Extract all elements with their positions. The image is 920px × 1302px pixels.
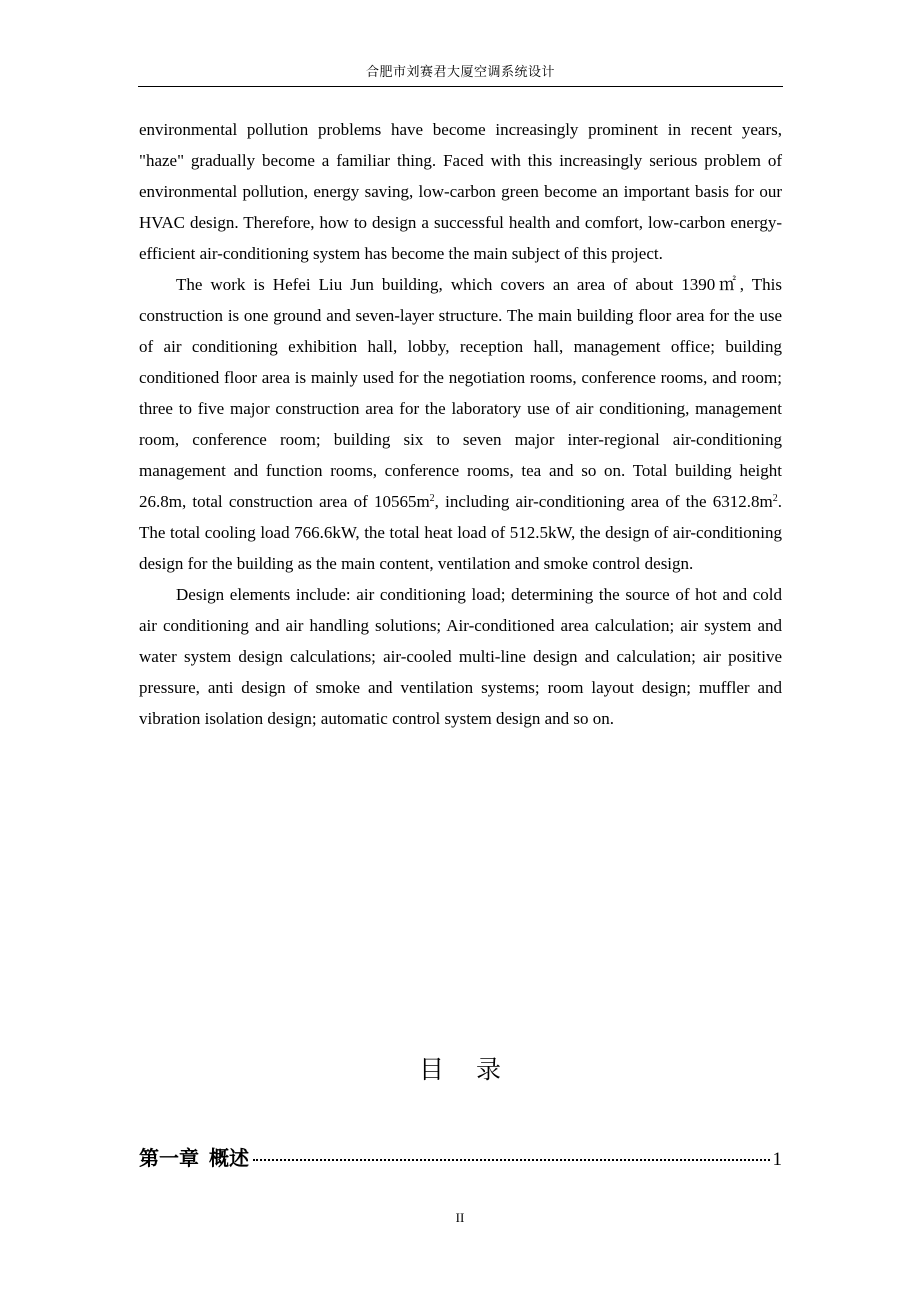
toc-entry-label — [139, 1144, 249, 1172]
superscript-squared: 2 — [772, 493, 778, 504]
abstract-paragraph-2-part-b: , including air-conditioning area of the 6312.8m — [434, 492, 773, 511]
toc-entry-chapter: 第一章 — [139, 1146, 199, 1170]
toc-title-char: 目 — [419, 1055, 445, 1084]
toc-entry-page: 1 — [772, 1149, 782, 1170]
toc-entry[interactable] — [139, 1144, 782, 1174]
header-divider — [138, 86, 783, 87]
toc-title — [0, 1052, 920, 1088]
page-header: 合肥市刘赛君大厦空调系统设计 — [365, 65, 555, 80]
toc-entry-name: 概述 — [209, 1146, 249, 1170]
abstract-body — [139, 114, 782, 734]
abstract-paragraph-1: environmental pollution problems have become increasingly prominent in recent years, "haze" gradually become a familiar thing. Faced with this increasingly serious problem of environmental pollution, energy saving, low-carbon green become an important basis for our HVAC design. Therefore, how to design a successful health and comfort, low-carbon energy-efficient air-conditioning system has become the main subject of this project. — [139, 120, 782, 263]
abstract-paragraph-3: Design elements include: air conditioning load; determining the source of hot and cold air conditioning and air handling solutions; Air-conditioned area calculation; air system and water system design calculations; air-cooled multi-line design and calculation; air positive pressure, anti design of smoke and ventilation systems; room layout design; muffler and vibration isolation design; automatic control system design and so on. — [139, 585, 782, 728]
abstract-paragraph-2 — [139, 269, 782, 579]
abstract-paragraph-2-part-c: . The total cooling load 766.6kW, the total heat load of 512.5kW, the design of air-conditioning design for the building as the main content, ventilation and smoke control design. — [139, 492, 782, 573]
toc-title-char: 录 — [475, 1055, 501, 1084]
abstract-paragraph-2-part-a: The work is Hefei Liu Jun building, which covers an area of about 1390㎡, This construction is one ground and seven-layer structure. The main building floor area for the use of air conditioning exhibition hall, lobby, reception hall, management office; building conditioned floor area is mainly used for the negotiation rooms, conference rooms, and room; three to five major construction area for the laboratory use of air conditioning, management room, conference room; building six to seven major inter-regional air-conditioning management and function rooms, conference rooms, tea and so on. Total building height 26.8m, total construction area of 10565m — [139, 275, 782, 511]
page-number: II — [455, 1210, 465, 1225]
toc-leader-dots — [253, 1159, 770, 1161]
superscript-squared: 2 — [429, 493, 435, 504]
